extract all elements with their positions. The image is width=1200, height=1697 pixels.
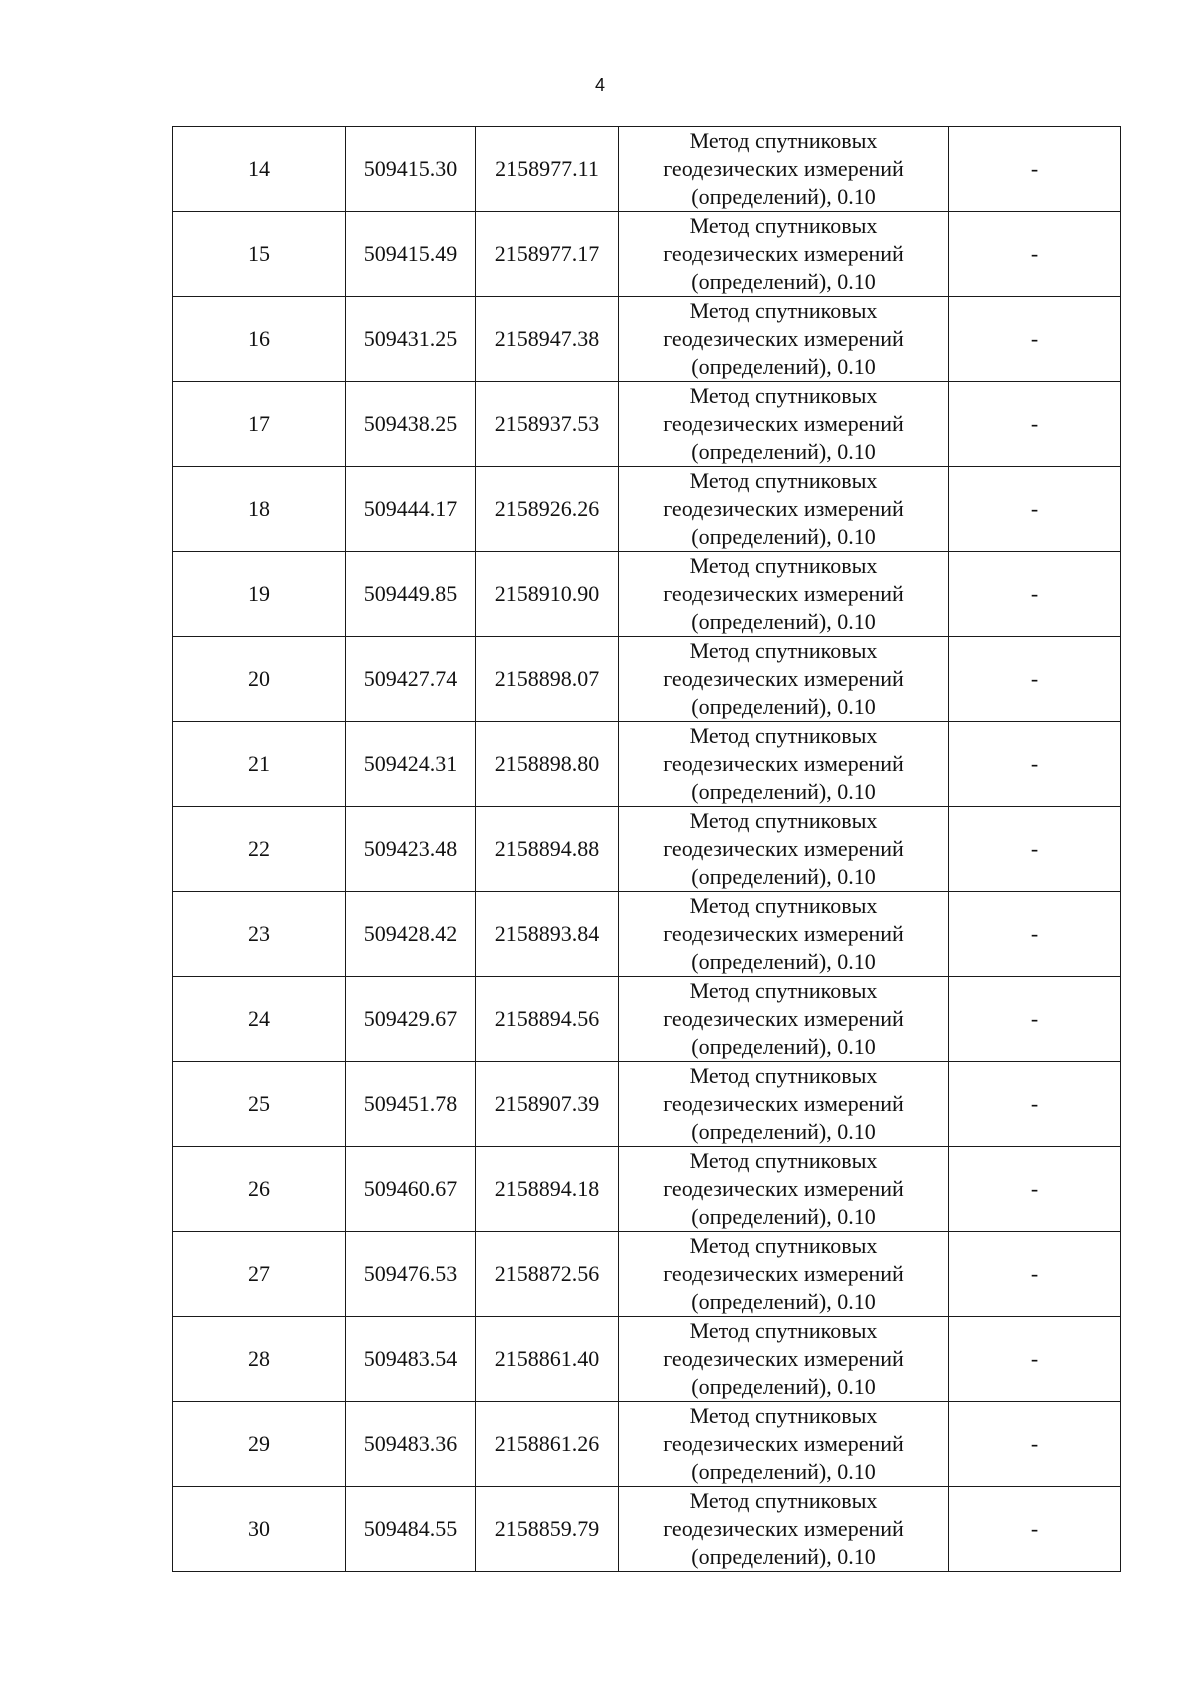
point-number-cell: 21 <box>173 722 346 807</box>
table-row <box>173 1147 1121 1232</box>
point-number-cell: 25 <box>173 1062 346 1147</box>
y-coordinate-cell: 2158894.56 <box>476 977 619 1062</box>
method-line: геодезических измерений <box>663 241 904 266</box>
method-line: геодезических измерений <box>663 326 904 351</box>
method-accuracy-cell <box>619 1147 949 1232</box>
y-coordinate-cell: 2158898.07 <box>476 637 619 722</box>
method-accuracy-cell <box>619 552 949 637</box>
point-number-cell: 30 <box>173 1487 346 1572</box>
method-accuracy-cell <box>619 212 949 297</box>
method-line: геодезических измерений <box>663 156 904 181</box>
method-line: Метод спутниковых <box>689 638 878 663</box>
y-coordinate-cell: 2158861.40 <box>476 1317 619 1402</box>
method-line: (определений), 0.10 <box>691 1374 876 1399</box>
note-cell: - <box>949 722 1121 807</box>
point-number-cell: 23 <box>173 892 346 977</box>
method-accuracy-cell <box>619 382 949 467</box>
note-cell: - <box>949 382 1121 467</box>
table-row <box>173 1232 1121 1317</box>
point-number-cell: 22 <box>173 807 346 892</box>
point-number-cell: 28 <box>173 1317 346 1402</box>
table-row <box>173 892 1121 977</box>
method-line: Метод спутниковых <box>689 978 878 1003</box>
method-line: Метод спутниковых <box>689 298 878 323</box>
y-coordinate-cell: 2158894.88 <box>476 807 619 892</box>
method-line: (определений), 0.10 <box>691 184 876 209</box>
method-line: (определений), 0.10 <box>691 1034 876 1059</box>
table-row <box>173 1402 1121 1487</box>
y-coordinate-cell: 2158893.84 <box>476 892 619 977</box>
method-accuracy-cell <box>619 467 949 552</box>
table-row <box>173 807 1121 892</box>
x-coordinate-cell: 509444.17 <box>346 467 476 552</box>
x-coordinate-cell: 509431.25 <box>346 297 476 382</box>
y-coordinate-cell: 2158947.38 <box>476 297 619 382</box>
method-line: (определений), 0.10 <box>691 949 876 974</box>
method-accuracy-cell <box>619 297 949 382</box>
method-accuracy-cell <box>619 807 949 892</box>
page-number: 4 <box>594 75 605 95</box>
method-line: Метод спутниковых <box>689 808 878 833</box>
table-row <box>173 467 1121 552</box>
method-line: Метод спутниковых <box>689 1318 878 1343</box>
method-accuracy-cell <box>619 1402 949 1487</box>
method-line: (определений), 0.10 <box>691 1204 876 1229</box>
note-cell: - <box>949 297 1121 382</box>
point-number-cell: 27 <box>173 1232 346 1317</box>
method-line: Метод спутниковых <box>689 1403 878 1428</box>
method-line: Метод спутниковых <box>689 383 878 408</box>
x-coordinate-cell: 509415.49 <box>346 212 476 297</box>
method-accuracy-cell <box>619 1487 949 1572</box>
note-cell: - <box>949 467 1121 552</box>
x-coordinate-cell: 509424.31 <box>346 722 476 807</box>
method-line: Метод спутниковых <box>689 1148 878 1173</box>
x-coordinate-cell: 509415.30 <box>346 127 476 212</box>
point-number-cell: 15 <box>173 212 346 297</box>
x-coordinate-cell: 509429.67 <box>346 977 476 1062</box>
y-coordinate-cell: 2158977.11 <box>476 127 619 212</box>
method-line: геодезических измерений <box>663 1516 904 1541</box>
y-coordinate-cell: 2158926.26 <box>476 467 619 552</box>
method-line: геодезических измерений <box>663 1006 904 1031</box>
note-cell: - <box>949 1402 1121 1487</box>
method-line: (определений), 0.10 <box>691 694 876 719</box>
method-line: (определений), 0.10 <box>691 354 876 379</box>
note-cell: - <box>949 637 1121 722</box>
table-row <box>173 552 1121 637</box>
method-accuracy-cell <box>619 722 949 807</box>
y-coordinate-cell: 2158907.39 <box>476 1062 619 1147</box>
method-line: (определений), 0.10 <box>691 1289 876 1314</box>
method-line: Метод спутниковых <box>689 553 878 578</box>
method-line: (определений), 0.10 <box>691 1544 876 1569</box>
point-number-cell: 16 <box>173 297 346 382</box>
method-accuracy-cell <box>619 892 949 977</box>
x-coordinate-cell: 509427.74 <box>346 637 476 722</box>
point-number-cell: 20 <box>173 637 346 722</box>
method-line: Метод спутниковых <box>689 893 878 918</box>
table-row <box>173 297 1121 382</box>
point-number-cell: 19 <box>173 552 346 637</box>
method-accuracy-cell <box>619 637 949 722</box>
method-line: Метод спутниковых <box>689 128 878 153</box>
method-line: геодезических измерений <box>663 581 904 606</box>
y-coordinate-cell: 2158937.53 <box>476 382 619 467</box>
note-cell: - <box>949 1317 1121 1402</box>
method-line: геодезических измерений <box>663 751 904 776</box>
point-number-cell: 24 <box>173 977 346 1062</box>
method-line: геодезических измерений <box>663 496 904 521</box>
table-row <box>173 382 1121 467</box>
table-row <box>173 977 1121 1062</box>
note-cell: - <box>949 892 1121 977</box>
note-cell: - <box>949 1487 1121 1572</box>
table-row <box>173 127 1121 212</box>
y-coordinate-cell: 2158894.18 <box>476 1147 619 1232</box>
method-line: геодезических измерений <box>663 836 904 861</box>
point-number-cell: 18 <box>173 467 346 552</box>
method-accuracy-cell <box>619 127 949 212</box>
y-coordinate-cell: 2158861.26 <box>476 1402 619 1487</box>
method-line: геодезических измерений <box>663 1176 904 1201</box>
y-coordinate-cell: 2158898.80 <box>476 722 619 807</box>
table-row <box>173 637 1121 722</box>
note-cell: - <box>949 212 1121 297</box>
note-cell: - <box>949 552 1121 637</box>
note-cell: - <box>949 807 1121 892</box>
note-cell: - <box>949 977 1121 1062</box>
coordinates-table-body <box>173 127 1121 1572</box>
note-cell: - <box>949 1147 1121 1232</box>
method-accuracy-cell <box>619 1317 949 1402</box>
method-line: (определений), 0.10 <box>691 439 876 464</box>
method-line: геодезических измерений <box>663 1261 904 1286</box>
method-line: геодезических измерений <box>663 921 904 946</box>
method-accuracy-cell <box>619 1062 949 1147</box>
y-coordinate-cell: 2158977.17 <box>476 212 619 297</box>
method-line: (определений), 0.10 <box>691 609 876 634</box>
method-line: (определений), 0.10 <box>691 1459 876 1484</box>
method-line: (определений), 0.10 <box>691 524 876 549</box>
table-row <box>173 1487 1121 1572</box>
x-coordinate-cell: 509438.25 <box>346 382 476 467</box>
y-coordinate-cell: 2158910.90 <box>476 552 619 637</box>
method-accuracy-cell <box>619 977 949 1062</box>
x-coordinate-cell: 509483.36 <box>346 1402 476 1487</box>
point-number-cell: 17 <box>173 382 346 467</box>
table-row <box>173 722 1121 807</box>
point-number-cell: 29 <box>173 1402 346 1487</box>
method-line: геодезических измерений <box>663 666 904 691</box>
x-coordinate-cell: 509484.55 <box>346 1487 476 1572</box>
table-row <box>173 1062 1121 1147</box>
method-line: геодезических измерений <box>663 411 904 436</box>
method-line: геодезических измерений <box>663 1091 904 1116</box>
x-coordinate-cell: 509423.48 <box>346 807 476 892</box>
method-line: Метод спутниковых <box>689 1063 878 1088</box>
y-coordinate-cell: 2158872.56 <box>476 1232 619 1317</box>
method-line: Метод спутниковых <box>689 213 878 238</box>
y-coordinate-cell: 2158859.79 <box>476 1487 619 1572</box>
note-cell: - <box>949 1232 1121 1317</box>
x-coordinate-cell: 509476.53 <box>346 1232 476 1317</box>
note-cell: - <box>949 1062 1121 1147</box>
method-line: Метод спутниковых <box>689 723 878 748</box>
point-number-cell: 14 <box>173 127 346 212</box>
method-line: (определений), 0.10 <box>691 269 876 294</box>
method-line: геодезических измерений <box>663 1431 904 1456</box>
x-coordinate-cell: 509460.67 <box>346 1147 476 1232</box>
method-line: Метод спутниковых <box>689 1488 878 1513</box>
method-line: Метод спутниковых <box>689 1233 878 1258</box>
method-line: Метод спутниковых <box>689 468 878 493</box>
note-cell: - <box>949 127 1121 212</box>
coordinates-table <box>172 126 1121 1572</box>
method-line: (определений), 0.10 <box>691 864 876 889</box>
table-row <box>173 212 1121 297</box>
x-coordinate-cell: 509449.85 <box>346 552 476 637</box>
method-line: (определений), 0.10 <box>691 1119 876 1144</box>
table-row <box>173 1317 1121 1402</box>
x-coordinate-cell: 509451.78 <box>346 1062 476 1147</box>
point-number-cell: 26 <box>173 1147 346 1232</box>
method-line: (определений), 0.10 <box>691 779 876 804</box>
method-line: геодезических измерений <box>663 1346 904 1371</box>
x-coordinate-cell: 509483.54 <box>346 1317 476 1402</box>
x-coordinate-cell: 509428.42 <box>346 892 476 977</box>
method-accuracy-cell <box>619 1232 949 1317</box>
